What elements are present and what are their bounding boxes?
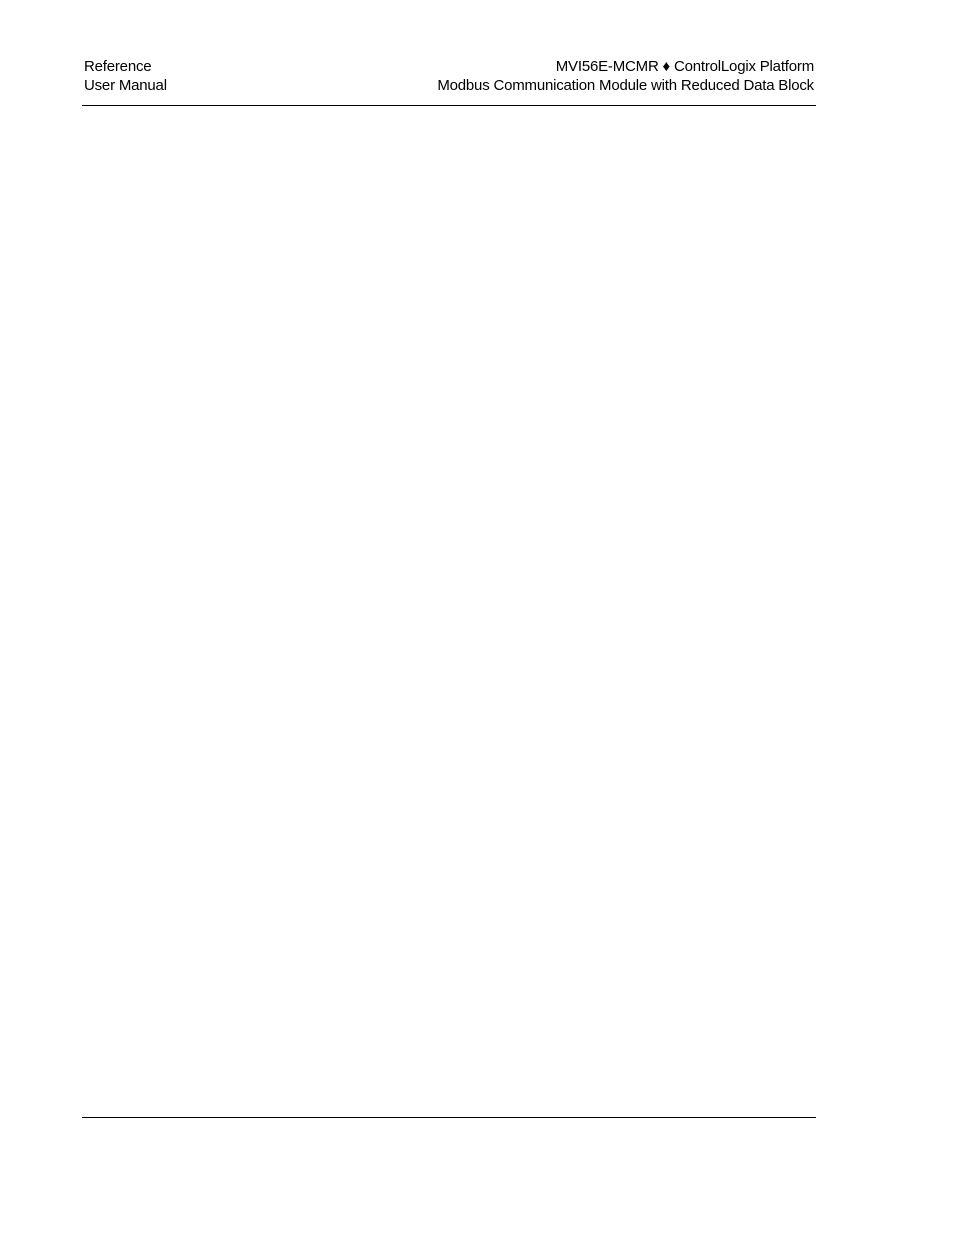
header-left xyxy=(84,57,167,95)
section-name: Reference xyxy=(84,58,152,75)
ladder-rung-5 xyxy=(0,503,954,813)
footer-rule xyxy=(82,1117,816,1118)
product-name: MVI56E-MCMR ♦ ControlLogix Platform xyxy=(555,58,814,75)
product-description: Modbus Communication Module with Reduced Data Block xyxy=(437,77,814,94)
manual-type: User Manual xyxy=(84,77,167,94)
ladder-rung-4 xyxy=(0,155,954,465)
header-rule xyxy=(82,105,816,106)
header-right xyxy=(437,57,814,95)
